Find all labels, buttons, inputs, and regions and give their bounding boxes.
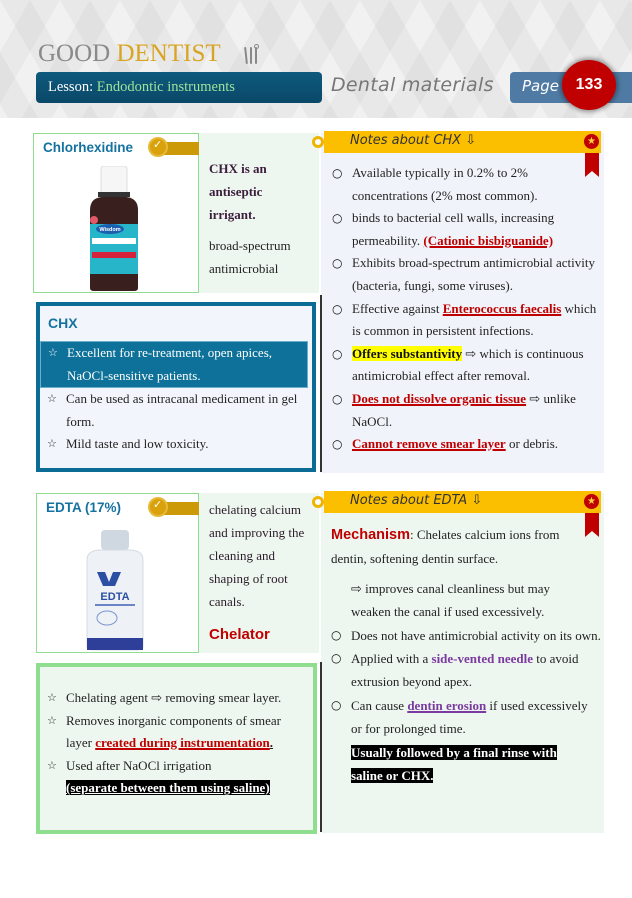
chx-note-item: ○ Available typically in 0.2% to 2% concentrations (2% most common).: [332, 162, 600, 207]
edta-keyword: Chelator: [209, 626, 270, 643]
subject-title: Dental materials: [331, 74, 494, 96]
circle-bullet-icon: ○: [332, 211, 343, 226]
brand-logo: [38, 40, 221, 68]
star-icon: ☆: [47, 691, 57, 704]
circle-bullet-icon: ○: [332, 346, 343, 361]
check-badge-icon: [148, 499, 200, 517]
bottle-label-text: Wisdom: [99, 227, 121, 233]
chx-box-title: CHX: [48, 315, 78, 331]
star-icon: ☆: [47, 392, 57, 405]
chx-intro-text: broad-spectrum antimicrobial: [209, 238, 291, 276]
edta-note-item: ○ Does not have antimicrobial activity on its own.: [331, 624, 601, 647]
edta-card-title: EDTA (17%): [46, 500, 122, 515]
edta-mechanism: Mechanism: Chelates calcium ions from dentin, softening dentin surface.: [331, 527, 560, 567]
circle-bullet-icon: ○: [331, 651, 342, 666]
edta-box-item: ☆ Used after NaOCl irrigation (separate between them using saline): [40, 755, 310, 800]
chx-notes-header: [324, 131, 601, 153]
star-icon: ☆: [47, 758, 57, 772]
circle-bullet-icon: ○: [332, 256, 343, 271]
chx-image-card: [33, 133, 199, 293]
star-icon: ☆: [47, 713, 57, 727]
edta-note-item: ○ Can cause dentin erosion if used excessively or for prolonged time.: [331, 694, 601, 741]
chx-note-item: ○ Does not dissolve organic tissue ⇨ unlike NaOCl.: [332, 388, 600, 433]
chx-notes-list: [332, 162, 600, 456]
chx-notes-title: Notes about CHX ⇩: [350, 133, 477, 148]
ring-connector-icon: [312, 136, 324, 148]
mechanism-label: Mechanism: [331, 527, 410, 543]
star-icon: ☆: [47, 437, 57, 450]
edta-image-card: [36, 493, 199, 653]
edta-notes-title: Notes about EDTA ⇩: [350, 493, 483, 508]
edta-note-item: ○ Applied with a side-vented needle to avoid extrusion beyond apex.: [331, 647, 601, 694]
chx-box-item: ☆ Excellent for re-treatment, open apices, NaOCl-sensitive patients.: [40, 341, 308, 388]
edta-box-item: ☆ Removes inorganic components of smear layer created during instrumentation.: [40, 710, 310, 755]
chx-note-item: ○ binds to bacterial cell walls, increasing permeability. (Cationic bisbiguanide): [332, 207, 600, 252]
lesson-label: Lesson:: [48, 79, 94, 95]
circle-bullet-icon: ○: [331, 697, 342, 712]
chx-note-item: ○ Effective against Enterococcus faecalis which is common in persistent infections.: [332, 298, 600, 343]
star-badge-icon: ★: [584, 494, 599, 509]
edta-bottle-image: [75, 530, 155, 652]
chx-note-item: ○ Offers substantivity ⇨ which is continuous antimicrobial effect after removal.: [332, 343, 600, 388]
edta-summary-box: [36, 663, 317, 834]
divider-line: [320, 295, 322, 472]
brand-dentist: DENTIST: [116, 40, 221, 67]
circle-bullet-icon: ○: [332, 166, 343, 180]
edta-notes-header: [324, 491, 601, 513]
star-badge-icon: ★: [584, 134, 599, 149]
edta-final-note: Usually followed by a final rinse with saline or CHX.: [351, 744, 557, 784]
edta-mechanism-sub: ⇨ improves canal cleanliness but may weaken the canal if used excessively.: [351, 580, 550, 620]
brand-good: GOOD: [38, 40, 111, 67]
chx-box-item: ☆ Mild taste and low toxicity.: [40, 433, 308, 456]
chx-intro-bold: CHX is an antiseptic irrigant.: [209, 161, 267, 222]
chx-intro: [199, 133, 319, 293]
lesson-banner: [36, 72, 322, 103]
chx-box-item: ☆ Can be used as intracanal medicament in gel form.: [40, 388, 308, 433]
chx-summary-box: [36, 302, 316, 472]
circle-bullet-icon: ○: [332, 301, 343, 316]
lesson-value: Endodontic instruments: [96, 79, 235, 95]
dental-tools-icon: [244, 44, 258, 64]
edta-intro: [199, 493, 319, 653]
chx-card-title: Chlorhexidine: [43, 140, 134, 155]
ring-connector-icon: [312, 496, 324, 508]
circle-bullet-icon: ○: [331, 627, 342, 642]
edta-intro-text: chelating calcium and improving the cleaning and shaping of root canals.: [209, 502, 305, 609]
check-badge-icon: [148, 139, 200, 157]
chx-note-item: ○ Cannot remove smear layer or debris.: [332, 433, 600, 456]
divider-line: [320, 662, 322, 832]
chx-note-item: ○ Exhibits broad-spectrum antimicrobial activity (bacteria, fungi, some viruses).: [332, 252, 600, 297]
edta-notes-list: [331, 523, 601, 787]
bottle-label-text: EDTA: [100, 591, 130, 603]
star-icon: ☆: [48, 346, 58, 359]
page-label: Page: [522, 77, 559, 95]
circle-bullet-icon: ○: [332, 437, 343, 452]
edta-box-item: ☆ Chelating agent ⇨ removing smear layer.: [40, 687, 310, 710]
chlorhexidine-bottle-image: [74, 166, 154, 292]
circle-bullet-icon: ○: [332, 391, 343, 406]
page-number-badge: 133: [562, 60, 616, 110]
